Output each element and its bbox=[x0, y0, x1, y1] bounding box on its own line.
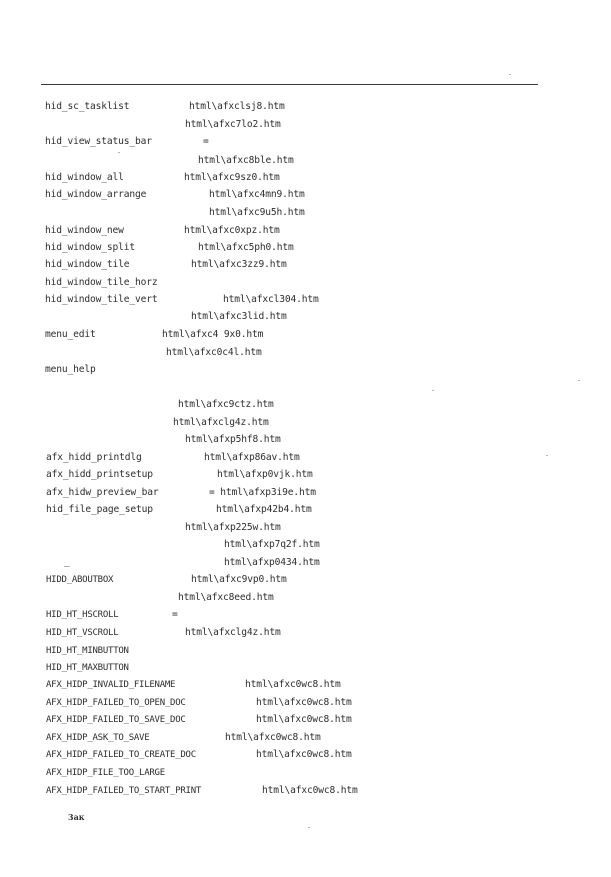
help-id: HID_HT_MAXBUTTON bbox=[46, 663, 129, 673]
help-id: hid_window_tile_vert bbox=[45, 294, 158, 305]
help-file-path: html\afxc0c4l.htm bbox=[166, 347, 262, 358]
help-file-path: = bbox=[203, 136, 209, 147]
help-id: AFX_HIDP_FAILED_TO_SAVE_DOC bbox=[46, 715, 186, 725]
help-id: hid_window_all bbox=[45, 172, 124, 183]
scan-speck bbox=[509, 74, 511, 75]
help-id: hid_file_page_setup bbox=[46, 504, 153, 515]
help-id: afx_hidd_printdlg bbox=[46, 452, 142, 463]
help-file-path: html\afxc0wc8.htm bbox=[256, 697, 352, 708]
help-file-path: html\afxc4mn9.htm bbox=[209, 189, 305, 200]
scan-speck bbox=[546, 455, 548, 456]
help-file-path: html\afxc9u5h.htm bbox=[209, 207, 305, 218]
help-id: AFX_HIDP_ASK_TO_SAVE bbox=[46, 733, 150, 743]
help-id: AFX_HIDP_FILE_TOO_LARGE bbox=[46, 768, 165, 778]
help-id: hid_window_tile bbox=[45, 259, 130, 270]
page-footer: 3ак bbox=[68, 812, 85, 822]
help-id: HID_HT_HSCROLL bbox=[46, 610, 119, 620]
help-file-path: html\afxc3lid.htm bbox=[191, 311, 287, 322]
help-file-path: = html\afxp3i9e.htm bbox=[209, 487, 316, 498]
help-file-path: html\afxc9vp0.htm bbox=[191, 574, 287, 585]
help-id: HIDD_ABOUTBOX bbox=[46, 575, 114, 585]
help-id: menu_edit bbox=[45, 329, 96, 340]
help-file-path: = bbox=[172, 609, 178, 620]
help-file-path: html\afxp0434.htm bbox=[224, 557, 320, 568]
help-file-path: html\afxp42b4.htm bbox=[216, 504, 312, 515]
help-file-path: html\afxc7lo2.htm bbox=[185, 119, 281, 130]
help-id: AFX_HIDP_FAILED_TO_CREATE_DOC bbox=[46, 750, 196, 760]
help-file-path: html\afxc0wc8.htm bbox=[256, 714, 352, 725]
help-id: hid_window_split bbox=[45, 242, 136, 253]
help-file-path: html\afxc8ble.htm bbox=[198, 155, 294, 166]
help-file-path: html\afxp7q2f.htm bbox=[224, 539, 320, 550]
help-id: afx_hidd_printsetup bbox=[46, 469, 153, 480]
help-file-path: html\afxc5ph0.htm bbox=[198, 242, 294, 253]
help-id: _ bbox=[64, 556, 70, 567]
help-file-path: html\afxc8eed.htm bbox=[178, 592, 274, 603]
help-id: HID_HT_VSCROLL bbox=[46, 628, 119, 638]
help-id: hid_view_status_bar bbox=[45, 136, 152, 147]
scan-speck bbox=[308, 827, 310, 828]
help-file-path: html\afxc0wc8.htm bbox=[225, 732, 321, 743]
help-file-path: html\afxp86av.htm bbox=[204, 452, 300, 463]
help-file-path: html\afxc0wc8.htm bbox=[262, 785, 358, 796]
help-file-path: html\afxp5hf8.htm bbox=[185, 434, 281, 445]
help-file-path: html\afxp0vjk.htm bbox=[217, 469, 313, 480]
scan-speck bbox=[432, 390, 434, 391]
help-id: hid_window_tile_horz bbox=[45, 277, 158, 288]
help-file-path: html\afxc4 9x0.htm bbox=[162, 329, 264, 340]
scan-speck bbox=[578, 380, 580, 381]
help-file-path: html\afxp225w.htm bbox=[185, 522, 281, 533]
help-id: hid_sc_tasklist bbox=[45, 101, 130, 112]
help-file-path: html\afxclg4z.htm bbox=[173, 417, 269, 428]
help-file-path: html\afxclg4z.htm bbox=[185, 627, 281, 638]
help-id: AFX_HIDP_FAILED_TO_OPEN_DOC bbox=[46, 698, 186, 708]
help-file-path: html\afxc9ctz.htm bbox=[178, 399, 274, 410]
help-id: AFX_HIDP_FAILED_TO_START_PRINT bbox=[46, 786, 202, 796]
scan-speck bbox=[118, 152, 120, 153]
help-file-path: html\afxc0wc8.htm bbox=[256, 749, 352, 760]
help-file-path: html\afxclsj8.htm bbox=[189, 101, 285, 112]
help-id: HID_HT_MINBUTTON bbox=[46, 646, 129, 656]
help-id: menu_help bbox=[45, 364, 96, 375]
help-file-path: html\afxc3zz9.htm bbox=[191, 259, 287, 270]
help-file-path: html\afxcl304.htm bbox=[223, 294, 319, 305]
help-id: AFX_HIDP_INVALID_FILENAME bbox=[46, 680, 176, 690]
help-id: hid_window_new bbox=[45, 225, 124, 236]
help-id: afx_hidw_preview_bar bbox=[46, 487, 159, 498]
help-file-path: html\afxc9sz0.htm bbox=[184, 172, 280, 183]
help-id: hid_window_arrange bbox=[45, 189, 147, 200]
help-file-path: html\afxc0wc8.htm bbox=[245, 679, 341, 690]
help-file-path: html\afxc0xpz.htm bbox=[184, 225, 280, 236]
